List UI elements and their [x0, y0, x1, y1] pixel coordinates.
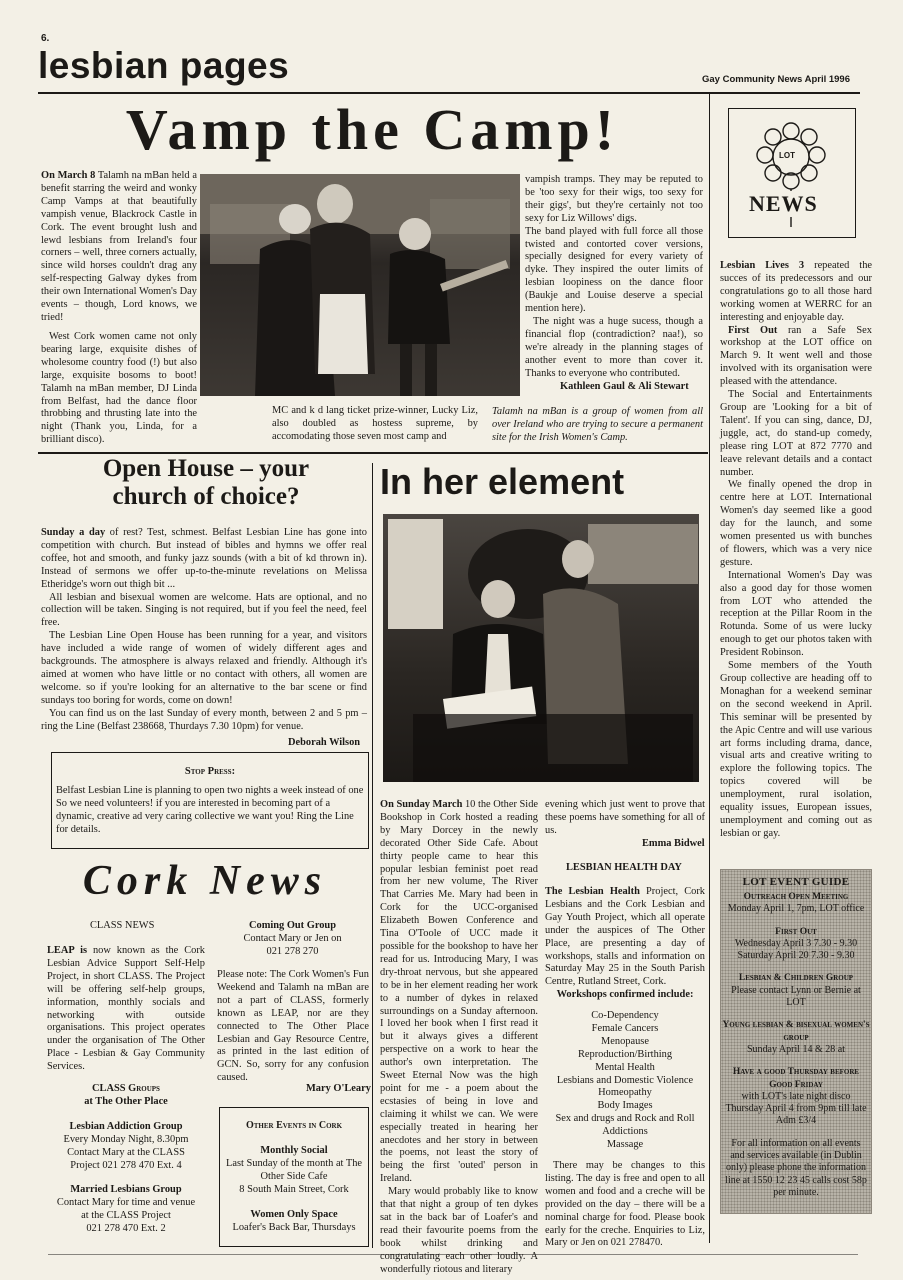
vamp-rule	[38, 452, 708, 454]
other-events-box: Other Events in Cork Monthly Social Last Sunday of the month at The Other Side Cafe 8 South Main Street, Cork Women Only Space Loafer's Back Bar, Thursdays	[219, 1107, 369, 1247]
lot-news-word: NEWS	[749, 191, 818, 216]
coming-out-group: Coming Out Group Contact Mary or Jen on 021 278 270	[243, 920, 342, 957]
masthead: Gay Community News April 1996	[702, 74, 851, 85]
element-byline: Emma Bidwel	[642, 838, 705, 849]
cork-headline: Cork News	[82, 858, 328, 904]
health-workshops: Co-Dependency Female Cancers Menopause Reproduction/Birthing Mental Health Lesbians and Domestic Violence Homeopathy Body Images Sex and drugs and Rock and Roll Addictions Massage	[555, 1010, 695, 1151]
openhouse-headline: Open House – your church of choice?	[102, 455, 310, 510]
vamp-col1-cont: West Cork women came not only bearing large, exquisite dishes of wholesome country food (!) but also large, exquisite bosoms to boot! Talamh na mBan member, DJ Linda from Belfast, had the dance floor throbbing and thrusting late into the night (Thank you, Linda, for a brilliant disco).	[41, 331, 197, 446]
element-headline: In her element	[380, 461, 625, 502]
vamp-lead: On March 8	[41, 170, 96, 181]
lot-news-logo	[728, 108, 856, 238]
guide-title: LOT EVENT GUIDE	[742, 876, 850, 888]
column-divider	[709, 93, 710, 1243]
element-col2: evening which just went to prove that these poems have something for all of us.	[545, 799, 705, 836]
guide-items: Outreach Open Meeting Monday April 1, 7pm, LOT office First Out Wednesday April 3 7.30 - 9.30 Saturday April 20 7.30 - 9.30 Lesbian & Children Group Please contact Lynn or Bernie at LOT Young lesbian & bisexual women's group Sunday April 14 & 28 at Have a good Thursday before Good Friday with LOT's late night disco Thursday April 4 from 9pm till late Adm £3/4 For all information on all events and services available (in Dublin only) please phone the information line at 1550 12 23 45 calls cost 58p per minute.	[722, 892, 870, 1198]
vamp-col1: On March 8 Talamh na mBan held a benefit starring the weird and wonky Camp Vamps at that beautifully vampish venue, Blackrock Castle in Cork. The event brought lush and lewd lesbians from Ireland's four corners – well, three corners actually, since wild horses couldn't drag any self-respecting Galway dykes from their own International Women's Day events – though, Lord knows, we tried!	[41, 170, 197, 323]
vamp-note: Talamh na mBan is a group of women from all over Ireland who are trying to secure a permanent site for the Irish Women's Camp.	[492, 406, 703, 443]
vamp-col2: MC and k d lang ticket prize-winner, Lucky Liz, also doubled as hostess supreme, by accomodating those seven most camp and	[272, 405, 478, 442]
lot-event-guide	[720, 869, 872, 1214]
cork-notice-byline: Mary O'Leary	[306, 1083, 371, 1094]
footer-rule	[48, 1254, 858, 1255]
class-groups: CLASS Groups at The Other Place Lesbian Addiction Group Every Monday Night, 8.30pm Contact Mary at the CLASS Project 021 278 470 Ext. 4 Married Lesbians Group Contact Mary for time and venue at the CLASS Project 021 278 470 Ext. 2	[56, 1083, 196, 1235]
health-title: LESBIAN HEALTH DAY	[566, 862, 682, 873]
page-number: 6.	[41, 33, 50, 44]
stop-press-box: Stop Press: Belfast Lesbian Line is planning to open two nights a week instead of one So we need volunteers! if you are interested in becoming part of a dynamic, creative ad very caring collective we want you! Ring the Line for details.	[51, 752, 369, 849]
vamp-headline: Vamp the Camp!	[125, 97, 620, 162]
cork-notice: Please note: The Cork Women's Fun Weekend and Talamh na mBan are not a part of CLASS, formerly known as LEAP, nor are they connected to The Other Place Lesbian and Gay Resource Centre, as printed in the last edition of GCN. So, sorry for any confusion caused.	[217, 969, 369, 1084]
mary-dorcey-photo	[383, 514, 699, 782]
vamp-col3: vampish tramps. They may be reputed to be 'too sexy for their wigs, too sexy for their gigs', but they're certainly not too sexy for Liz Willows' digs. The band played with full force all those twisted and contorted cover versions, specially designed for every variety of dyke. They inspired the outer limits of lesbian loopiness on the dance floor (Baukje and Louise deserve a special mention here). The night was a huge sucess, though a financial flop (contradiction? naa!), so we're already in the planning stages of another event to more than cover it. Thanks to everyone who contributed.	[525, 174, 703, 379]
vamp-byline: Kathleen Gaul & Ali Stewart	[560, 381, 689, 392]
camp-vamps-photo	[200, 174, 520, 396]
class-news-title: CLASS NEWS	[90, 920, 155, 931]
leap-text: LEAP is now known as the Cork Lesbian Advice Support Self-Help Project, in short CLASS. The Project will be offering self-help groups, information, monthly socials and networking with outside organisations. This project operates under the organisation of The Other Place - Lesbian & Gay Community Services.	[47, 945, 205, 1073]
openhouse-byline: Deborah Wilson	[288, 737, 361, 748]
lot-badge: LOT	[779, 151, 795, 160]
lot-news-text: Lesbian Lives 3 repeated the succes of its predecessors and our congratulations go to all those hard working women at WERRC for an interesting and enjoyable day. First Out ran a Safe Sex workshop at the LOT office on March 9. It went well and those involved with its organisation were pleased with the attendance. The Social and Entertainments Group are 'Looking for a bit of Talent'. If you can sing, dance, DJ, juggle, act, do stand-up comedy, please ring LOT at 872 7770 and leave relevant details and a contact number. We finally opened the drop in centre here at LOT. International Women's day seemed like a good day for the launch, and some women presented us with bunches of flowers, which was a very nice gesture. International Women's Day was also a good day for those women from LOT who attended the reception at the Pillar Room in the Rotunda. Some of us were lucky enough to get our photos taken with President Robinson. Some members of the Youth Group collective are heading off to Monaghan for a weekend seminar on the second weekend in April. This seminar will be presented by the Apic Centre and will use various art forms including drama, dance, visual arts and creative writing to explore the following topics. The topics covered will be unemployment, rural isolation, equality issues, European issues, unemployment and coming out as lesbian or gay.	[720, 260, 872, 839]
health-text: The Lesbian Health Project, Cork Lesbians and the Cork Lesbian and Gay Youth Project, which all operate under the auspices of The Other Place, are presenting a day of workshops, stalls and information on Saturday May 25 in the South Parish Centre, Rutland Street, Cork. Workshops confirmed include:	[545, 886, 705, 1001]
section-title: lesbian pages	[38, 45, 290, 86]
header-rule	[38, 92, 860, 94]
center-divider	[372, 463, 373, 1248]
openhouse-text: Sunday a day of rest? Test, schmest. Belfast Lesbian Line has gone into competition with church. But instead of bibles and hymns we offer real coffee, hot and smooth, and funky jazz sounds (with a bit of kd thrown in). Instead of sermons we offer up-to-the-minute revelations on Melissa Etheridge's worn out thigh bit ... All lesbian and bisexual women are welcome. Hats are optional, and no collection will be taken. Singing is not required, but if you feel the need, feel free. The Lesbian Line Open House has been running for a year, and visitors have included a wide range of women of widely different ages and backgrounds. The atmosphere is always relaxed and friendly. Although it's aimed at women who have little or no contact with others, all women are welcome. so if you're looking for an alternative to the bar scene or find sundays too boring for words, come on down! You can find us on the last Sunday of every month, between 2 and 5 pm – ring the Line (Belfast 238668, Thurdays 7.30 10pm) for venue.	[41, 527, 367, 732]
element-col1: On Sunday March 10 the Other Side Bookshop in Cork hosted a reading by Mary Dorcey in the newly decorated Other Side Cafe. About thirty people came to hear this popular lesbian feminist poet read from her new volume, The River That Carries Me. Mary had been in Cork for the UCC-organised Elizabeth Bowen Conference and Tina O'Toole of UCC made it possible for the bookshop to have her read for us. Introducing Mary, I was dry-throat nervous, but she appeared to be in her element reading her work to a number of dykes in relaxed surroundings on a Sunday afternoon. I loved her book when I first read it but it always gives a different perspective on a work to hear the author's own interpretation. The Sweet Eternal Now was the high point for me - a poem about the ecstasies of being in love and claiming it whilst we can. We were especially treated in hearing her anecdotes and her story in between the poems, not least the story of being the first 'outed' person in Ireland. Mary would probably like to know that that night a group of ten dykes sat in the back bar of Loafer's and read their favourite poems from the book whilst drinking and congratulating each other loudly. A wonderfully riotous and literary	[380, 799, 538, 1275]
health-closing: There may be changes to this listing. The day is free and open to all women and food and a creche will be provided on the day – there will be a nominal charge for food. Please book early for the creche. Enquiries to Liz, Mary or Jen on 021 278470.	[545, 1160, 705, 1249]
